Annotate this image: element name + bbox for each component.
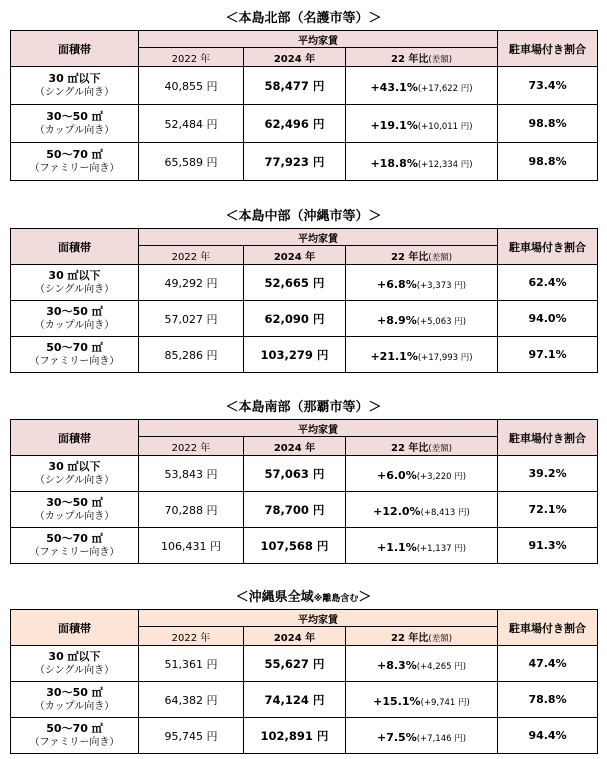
table-row (11, 456, 598, 492)
area-cell (11, 718, 139, 754)
header-change-label: 22 年比 (390, 251, 429, 263)
change-pct: +8.3% (377, 659, 417, 672)
area-cell (11, 456, 139, 492)
header-change (346, 48, 498, 67)
area-cell (11, 143, 139, 181)
parking-ratio: 78.8% (498, 682, 598, 718)
section-title-close: ＞ (358, 590, 372, 605)
table-row (11, 528, 598, 564)
section-south (10, 397, 597, 564)
area-label: 30 ㎡以下 (48, 650, 101, 663)
header-change (346, 246, 498, 265)
rent-2024: 107,568 円 (244, 528, 346, 564)
area-label: 30～50 ㎡ (46, 686, 103, 699)
parking-ratio: 97.1% (498, 337, 598, 373)
rent-2024: 78,700 円 (244, 492, 346, 528)
change-cell (346, 456, 498, 492)
area-type: （ファミリー向き） (29, 356, 120, 367)
area-cell (11, 265, 139, 301)
header-change (346, 627, 498, 646)
header-avg-rent: 平均家賃 (139, 229, 498, 246)
section-title (10, 397, 597, 419)
header-area: 面積帯 (11, 420, 139, 456)
change-cell (346, 718, 498, 754)
header-2024: 2024 年 (244, 437, 346, 456)
area-label: 30 ㎡以下 (48, 460, 101, 473)
change-pct: +7.5% (377, 731, 417, 744)
rent-2022: 53,843 円 (139, 456, 244, 492)
area-type: （カップル向き） (34, 511, 115, 522)
change-cell (346, 337, 498, 373)
parking-ratio: 72.1% (498, 492, 598, 528)
area-cell (11, 646, 139, 682)
header-change-note: (差額) (428, 443, 453, 454)
change-cell (346, 492, 498, 528)
area-label: 50～70 ㎡ (46, 148, 103, 161)
parking-ratio: 62.4% (498, 265, 598, 301)
change-pct: +21.1% (370, 350, 418, 363)
area-type: （シングル向き） (34, 284, 115, 295)
area-cell (11, 682, 139, 718)
rent-2024: 77,923 円 (244, 143, 346, 181)
area-type: （カップル向き） (34, 320, 115, 331)
section-north (10, 8, 597, 181)
parking-ratio: 39.2% (498, 456, 598, 492)
area-cell (11, 337, 139, 373)
header-2024: 2024 年 (244, 627, 346, 646)
rent-2022: 85,286 円 (139, 337, 244, 373)
header-change-note: (差額) (428, 633, 453, 644)
area-label: 30～50 ㎡ (46, 496, 103, 509)
table-row (11, 301, 598, 337)
change-diff: (+5,063 円) (416, 317, 467, 327)
area-label: 30 ㎡以下 (48, 269, 101, 282)
change-cell (346, 682, 498, 718)
change-diff: (+1,137 円) (416, 544, 467, 554)
area-label: 50～70 ㎡ (46, 532, 103, 545)
table-row (11, 718, 598, 754)
area-label: 30 ㎡以下 (48, 72, 101, 85)
rent-2022: 49,292 円 (139, 265, 244, 301)
section-title-text: ＜沖縄県全域 (235, 590, 314, 605)
parking-ratio: 47.4% (498, 646, 598, 682)
rent-2022: 52,484 円 (139, 105, 244, 143)
rent-2024: 102,891 円 (244, 718, 346, 754)
header-2022: 2022 年 (139, 246, 244, 265)
area-cell (11, 105, 139, 143)
rent-2024: 57,063 円 (244, 456, 346, 492)
change-diff: (+17,993 円) (417, 353, 473, 363)
area-label: 30～50 ㎡ (46, 110, 103, 123)
header-change-label: 22 年比 (390, 442, 429, 454)
rent-2022: 65,589 円 (139, 143, 244, 181)
area-type: （カップル向き） (34, 701, 115, 712)
rent-2024: 62,496 円 (244, 105, 346, 143)
header-parking: 駐車場付き割合 (498, 420, 598, 456)
area-cell (11, 67, 139, 105)
change-cell (346, 301, 498, 337)
parking-ratio: 73.4% (498, 67, 598, 105)
header-2024: 2024 年 (244, 246, 346, 265)
rent-2022: 106,431 円 (139, 528, 244, 564)
header-change-label: 22 年比 (390, 53, 429, 65)
header-2022: 2022 年 (139, 627, 244, 646)
area-type: （ファミリー向き） (29, 163, 120, 174)
area-type: （ファミリー向き） (29, 547, 120, 558)
header-parking: 駐車場付き割合 (498, 610, 598, 646)
section-title-text: ＜本島中部（沖縄市等）＞ (225, 209, 382, 224)
rent-2024: 74,124 円 (244, 682, 346, 718)
section-title-note: ※離島含む (313, 594, 359, 604)
table-row (11, 646, 598, 682)
section-okinawa-total (10, 587, 597, 754)
table-row (11, 67, 598, 105)
header-area: 面積帯 (11, 229, 139, 265)
header-change (346, 437, 498, 456)
change-diff: (+17,622 円) (417, 84, 473, 94)
change-pct: +8.9% (377, 314, 417, 327)
rent-table (10, 609, 598, 754)
change-pct: +18.8% (370, 157, 418, 170)
change-cell (346, 67, 498, 105)
header-parking: 駐車場付き割合 (498, 229, 598, 265)
change-pct: +43.1% (370, 81, 418, 94)
change-pct: +15.1% (373, 695, 421, 708)
rent-2022: 70,288 円 (139, 492, 244, 528)
area-label: 50～70 ㎡ (46, 722, 103, 735)
area-type: （ファミリー向き） (29, 737, 120, 748)
parking-ratio: 98.8% (498, 105, 598, 143)
area-type: （シングル向き） (34, 475, 115, 486)
table-row (11, 105, 598, 143)
header-2022: 2022 年 (139, 437, 244, 456)
change-cell (346, 265, 498, 301)
rent-2024: 103,279 円 (244, 337, 346, 373)
parking-ratio: 91.3% (498, 528, 598, 564)
change-diff: (+4,265 円) (416, 662, 467, 672)
change-diff: (+10,011 円) (417, 122, 473, 132)
section-title-text: ＜本島南部（那覇市等）＞ (225, 400, 382, 415)
header-2022: 2022 年 (139, 48, 244, 67)
change-diff: (+9,741 円) (420, 698, 470, 708)
rent-2022: 95,745 円 (139, 718, 244, 754)
header-2024: 2024 年 (244, 48, 346, 67)
section-title-text: ＜本島北部（名護市等）＞ (225, 11, 382, 26)
change-cell (346, 646, 498, 682)
rent-2022: 57,027 円 (139, 301, 244, 337)
table-row (11, 492, 598, 528)
parking-ratio: 98.8% (498, 143, 598, 181)
area-cell (11, 492, 139, 528)
header-avg-rent: 平均家賃 (139, 420, 498, 437)
rent-2022: 40,855 円 (139, 67, 244, 105)
change-diff: (+8,413 円) (420, 508, 470, 518)
area-label: 30～50 ㎡ (46, 305, 103, 318)
area-cell (11, 301, 139, 337)
table-row (11, 265, 598, 301)
change-cell (346, 143, 498, 181)
header-parking: 駐車場付き割合 (498, 31, 598, 67)
header-change-note: (差額) (428, 54, 453, 65)
header-avg-rent: 平均家賃 (139, 610, 498, 627)
change-pct: +19.1% (370, 119, 418, 132)
rent-table (10, 419, 598, 564)
area-cell (11, 528, 139, 564)
table-row (11, 337, 598, 373)
section-title (10, 8, 597, 30)
change-diff: (+3,220 円) (416, 472, 467, 482)
header-area: 面積帯 (11, 31, 139, 67)
header-avg-rent: 平均家賃 (139, 31, 498, 48)
change-cell (346, 105, 498, 143)
section-title (10, 206, 597, 228)
rent-2024: 58,477 円 (244, 67, 346, 105)
header-change-note: (差額) (428, 252, 453, 263)
change-pct: +1.1% (377, 541, 417, 554)
rent-2024: 62,090 円 (244, 301, 346, 337)
parking-ratio: 94.0% (498, 301, 598, 337)
change-pct: +6.8% (377, 278, 417, 291)
rent-table (10, 228, 598, 373)
area-type: （シングル向き） (34, 665, 115, 676)
rent-2022: 64,382 円 (139, 682, 244, 718)
area-type: （シングル向き） (34, 87, 115, 98)
header-area: 面積帯 (11, 610, 139, 646)
section-central (10, 206, 597, 373)
rent-2024: 52,665 円 (244, 265, 346, 301)
area-label: 50～70 ㎡ (46, 341, 103, 354)
change-pct: +12.0% (373, 505, 421, 518)
section-title (10, 587, 597, 609)
table-row (11, 143, 598, 181)
change-pct: +6.0% (377, 469, 417, 482)
parking-ratio: 94.4% (498, 718, 598, 754)
change-diff: (+7,146 円) (416, 734, 467, 744)
header-change-label: 22 年比 (390, 632, 429, 644)
rent-2024: 55,627 円 (244, 646, 346, 682)
change-diff: (+3,373 円) (416, 281, 467, 291)
table-row (11, 682, 598, 718)
area-type: （カップル向き） (34, 125, 115, 136)
rent-2022: 51,361 円 (139, 646, 244, 682)
change-cell (346, 528, 498, 564)
change-diff: (+12,334 円) (417, 160, 473, 170)
rent-table (10, 30, 598, 181)
